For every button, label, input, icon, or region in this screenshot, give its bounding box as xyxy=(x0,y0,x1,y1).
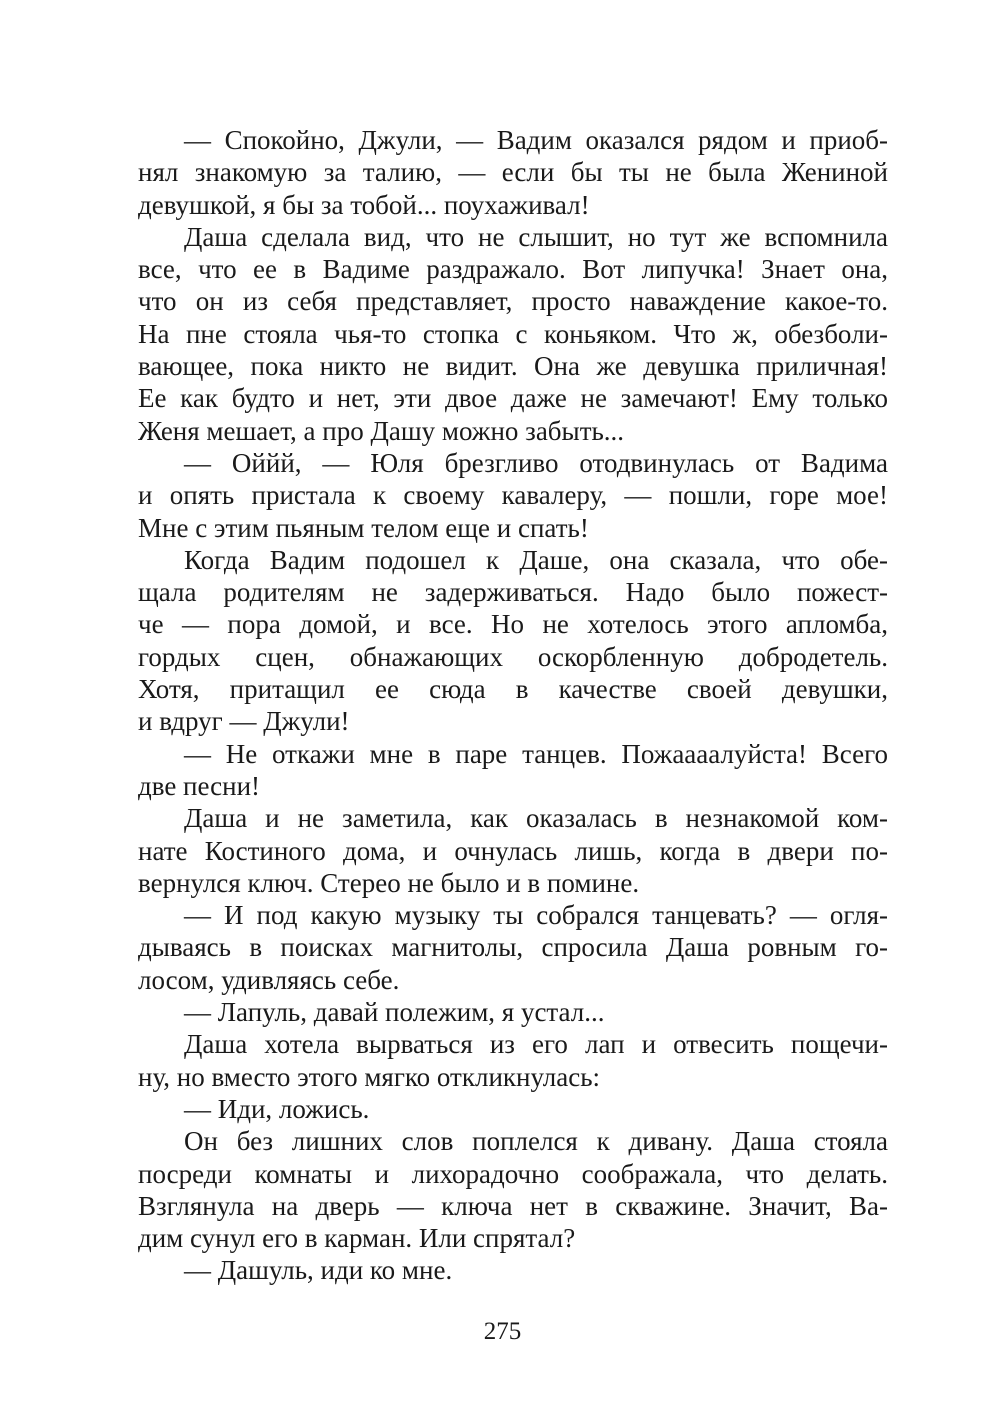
text-line: Взглянула на дверь — ключа нет в скважине. Значит, Ва- xyxy=(138,1190,888,1221)
text-line: две песни! xyxy=(138,770,261,801)
paragraph xyxy=(138,802,888,899)
text-line: Даша и не заметила, как оказалась в незнакомой ком- xyxy=(184,803,888,834)
text-line: На пне стояла чья-то стопка с коньяком. Что ж, обезболи- xyxy=(138,318,888,349)
text-line: посреди комнаты и лихорадочно соображала, что делать. xyxy=(138,1158,888,1189)
text-line: вающее, пока никто не видит. Она же девушка приличная! xyxy=(138,351,888,382)
paragraph xyxy=(138,899,888,996)
text-line: Мне с этим пьяным телом еще и спать! xyxy=(138,512,589,543)
text-line: — Оййй, — Юля брезгливо отодвинулась от Вадима xyxy=(184,447,888,478)
text-line: нате Костиного дома, и очнулась лишь, когда в двери по- xyxy=(138,835,888,866)
text-line: Хотя, притащил ее сюда в качестве своей девушки, xyxy=(138,674,888,705)
paragraph xyxy=(138,1093,888,1125)
page-number: 275 xyxy=(483,1318,522,1345)
text-line: — Спокойно, Джули, — Вадим оказался рядом и приоб- xyxy=(184,125,888,155)
text-line: вернулся ключ. Стерео не было и в помине. xyxy=(138,867,640,898)
paragraph xyxy=(138,544,888,738)
text-line: Ее как будто и нет, эти двое даже не замечают! Ему только xyxy=(138,383,888,414)
paragraph xyxy=(138,1254,888,1286)
text-line: лосом, удивляясь себе. xyxy=(138,964,400,995)
text-line: — Лапуль, давай полежим, я устал... xyxy=(184,997,605,1028)
text-line: ну, но вместо этого мягко откликнулась: xyxy=(138,1061,601,1092)
paragraph xyxy=(138,447,888,544)
text-line: дываясь в поисках магнитолы, спросила Даша ровным го- xyxy=(138,932,888,963)
text-line: и вдруг — Джули! xyxy=(138,706,350,737)
paragraph xyxy=(138,1125,888,1254)
text-line: — Не откажи мне в паре танцев. Пожаааалуйста! Всего xyxy=(184,738,888,769)
text-line: Женя мешает, а про Дашу можно забыть... xyxy=(138,415,625,446)
text-line: нял знакомую за талию, — если бы ты не была Жениной xyxy=(138,157,888,188)
text-line: — И под какую музыку ты собрался танцевать? — огля- xyxy=(184,900,888,931)
text-line: Когда Вадим подошел к Даше, она сказала, что обе- xyxy=(184,544,888,575)
body-text xyxy=(138,124,888,1287)
paragraph xyxy=(138,221,888,447)
paragraph xyxy=(138,1028,888,1093)
text-line: гордых сцен, обнажающих оскорбленную добродетель. xyxy=(138,641,888,672)
text-line: че — пора домой, и все. Но не хотелось этого апломба, xyxy=(138,609,888,640)
text-line: дим сунул его в карман. Или спрятал? xyxy=(138,1223,576,1254)
paragraph xyxy=(138,124,888,221)
text-line: и опять пристала к своему кавалеру, — пошли, горе мое! xyxy=(138,480,888,511)
text-line: что он из себя представляет, просто наваждение какое-то. xyxy=(138,286,888,317)
text-line: — Дашуль, иди ко мне. xyxy=(184,1255,453,1286)
text-line: все, что ее в Вадиме раздражало. Вот липучка! Знает она, xyxy=(138,254,888,285)
paragraph xyxy=(138,738,888,803)
text-line: Даша хотела вырваться из его лап и отвесить пощечи- xyxy=(184,1029,888,1060)
text-line: Даша сделала вид, что не слышит, но тут же вспомнила xyxy=(184,221,888,252)
text-line: Он без лишних слов поплелся к дивану. Даша стояла xyxy=(184,1126,888,1157)
text-line: щала родителям не задерживаться. Надо было пожест- xyxy=(138,577,888,608)
text-line: девушкой, я бы за тобой... поухаживал! xyxy=(138,189,590,220)
paragraph xyxy=(138,996,888,1028)
text-line: — Иди, ложись. xyxy=(184,1093,370,1124)
